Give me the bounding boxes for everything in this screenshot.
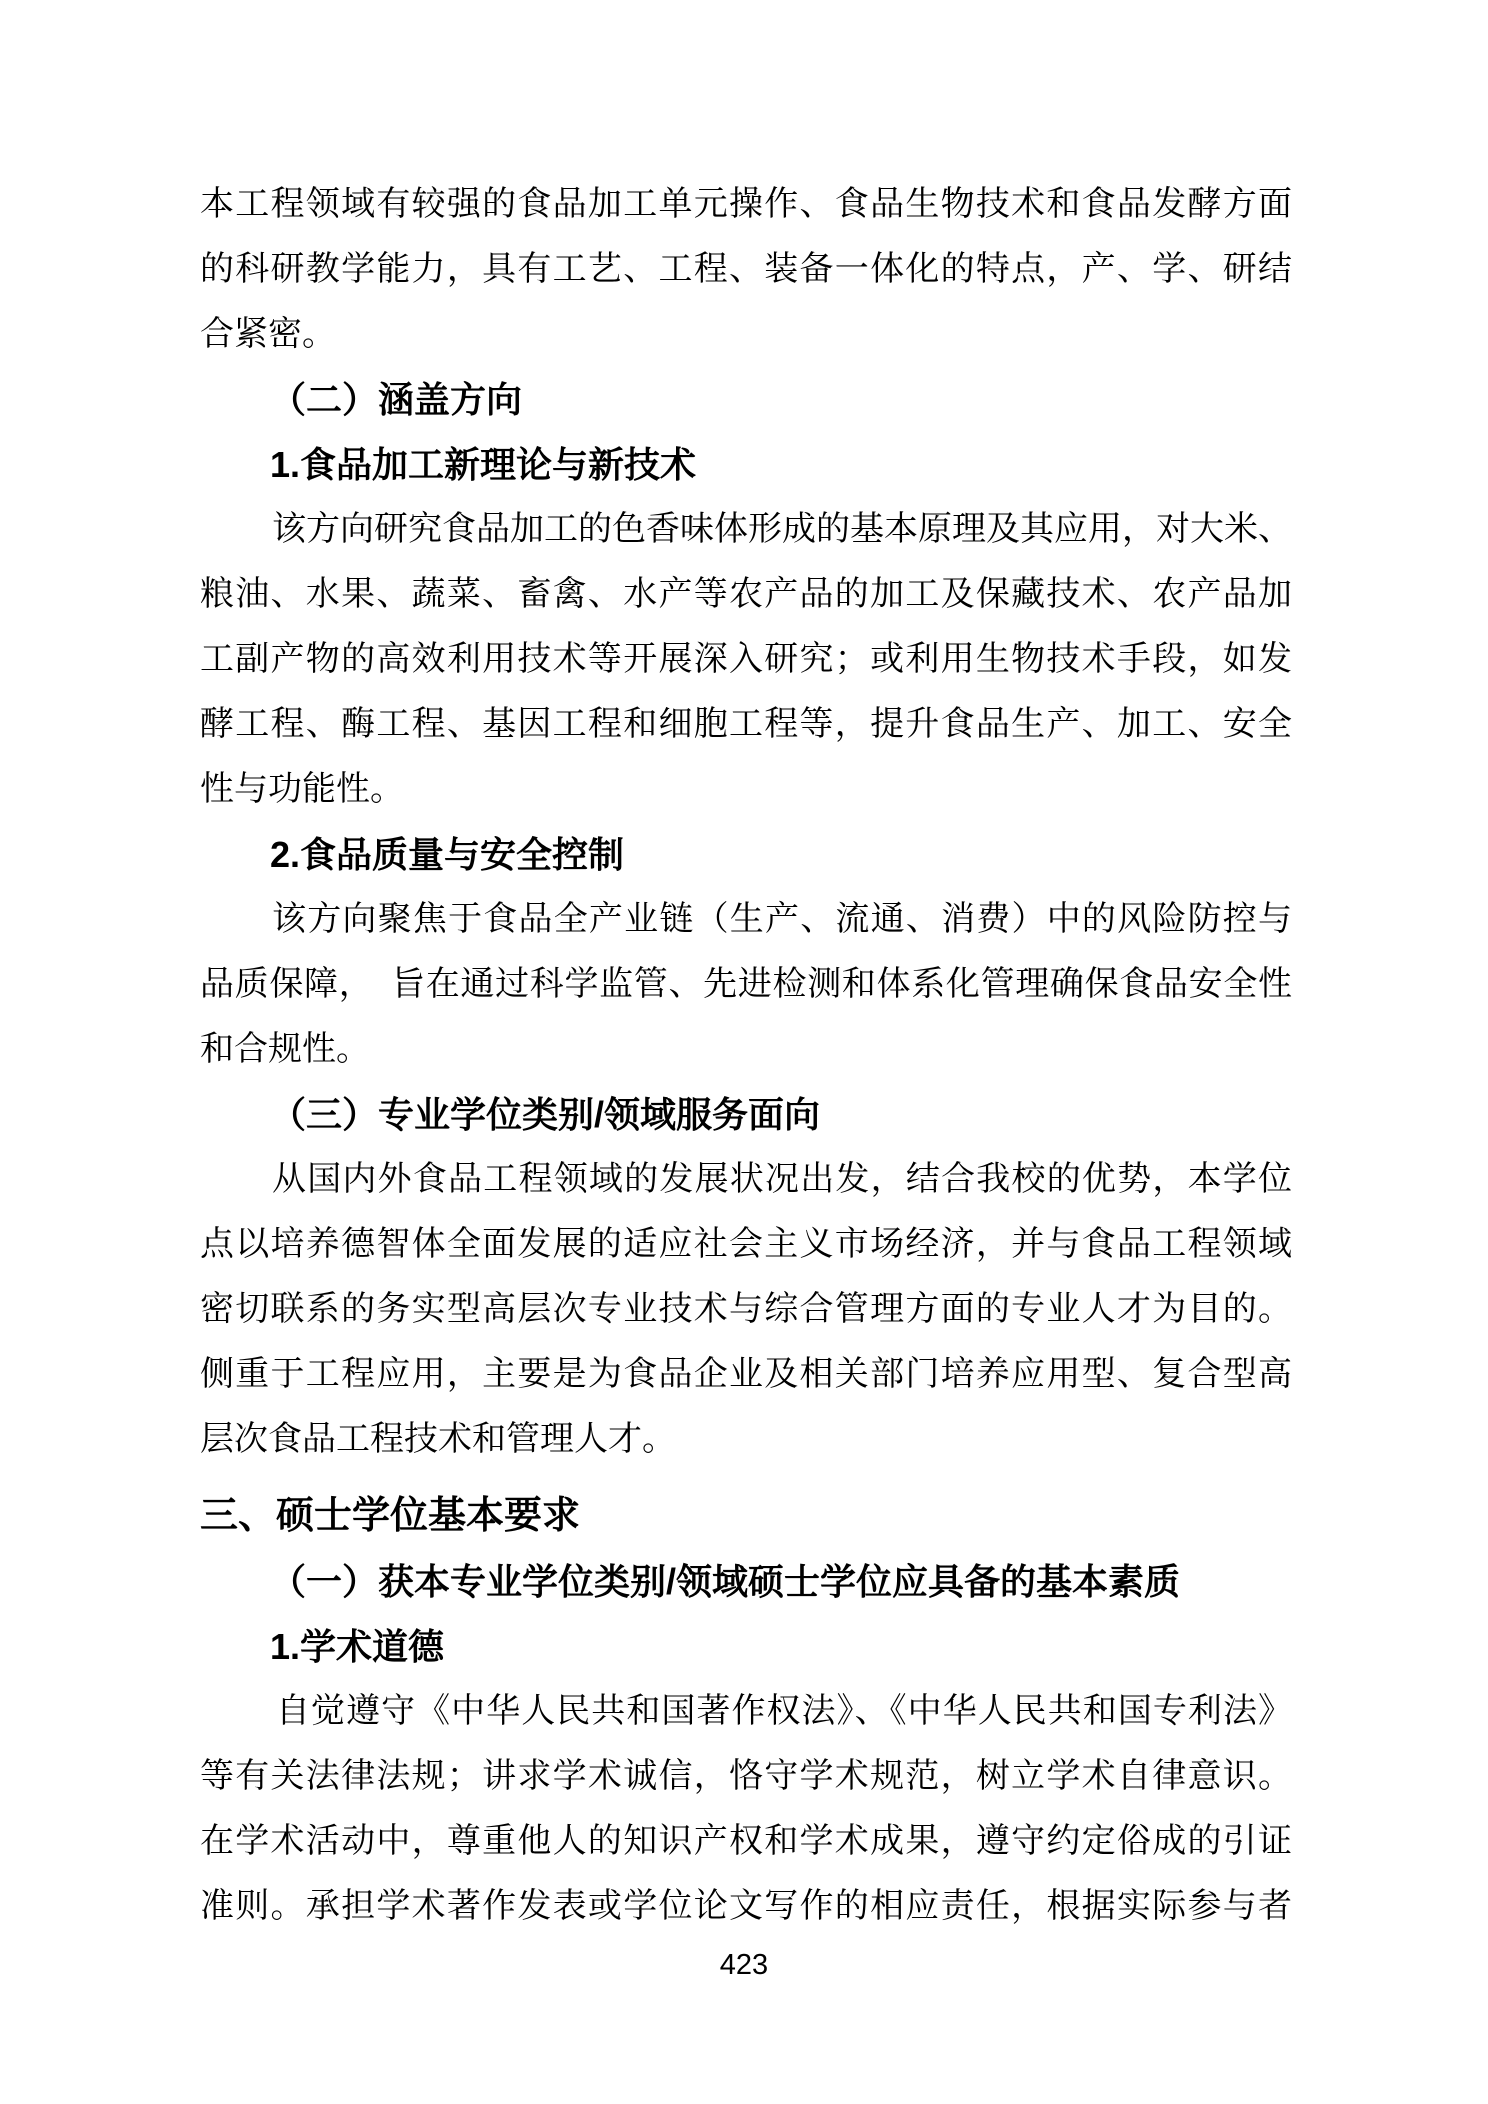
paragraph (200, 1679, 1292, 1939)
text-line: 1.学术道德 (270, 1626, 445, 1667)
text-line: 酵工程、酶工程、基因工程和细胞工程等，提升食品生产、加工、安全 (200, 706, 1292, 743)
text-line: 密切联系的务实型高层次专业技术与综合管理方面的专业人才为目的。 (200, 1291, 1292, 1328)
text-line: 从国内外食品工程领域的发展状况出发，结合我校的优势，本学位 (272, 1161, 1292, 1198)
text-line: 粮油、水果、蔬菜、畜禽、水产等农产品的加工及保藏技术、农产品加 (200, 576, 1292, 613)
section-heading (200, 432, 1292, 497)
text-line: 2.食品质量与安全控制 (270, 834, 625, 875)
text-line: （二）涵盖方向 (270, 379, 523, 420)
section-heading (200, 1082, 1292, 1147)
text-line: 自觉遵守《中华人民共和国著作权法》、《中华人民共和国专利法》 (276, 1693, 1292, 1730)
text-line: 点以培养德智体全面发展的适应社会主义市场经济，并与食品工程领域 (200, 1226, 1292, 1263)
text-line: 在学术活动中，尊重他人的知识产权和学术成果，遵守约定俗成的引证 (200, 1823, 1292, 1860)
text-line: 1.食品加工新理论与新技术 (270, 444, 697, 485)
paragraph (200, 172, 1292, 367)
text-line: 等有关法律法规；讲求学术诚信，恪守学术规范，树立学术自律意识。 (200, 1758, 1292, 1795)
text-line: 侧重于工程应用，主要是为食品企业及相关部门培养应用型、复合型高 (200, 1356, 1292, 1393)
section-heading (200, 1614, 1292, 1679)
paragraph (200, 887, 1292, 1082)
text-line: 和合规性。 (200, 1031, 370, 1068)
text-line: 层次食品工程技术和管理人才。 (200, 1421, 676, 1458)
text-line: 准则。承担学术著作发表或学位论文写作的相应责任，根据实际参与者 (200, 1888, 1292, 1925)
text-line: 的科研教学能力，具有工艺、工程、装备一体化的特点，产、学、研结 (200, 251, 1292, 288)
paragraph (200, 497, 1292, 822)
text-line: 性与功能性。 (200, 771, 404, 808)
text-line: 工副产物的高效利用技术等开展深入研究；或利用生物技术手段，如发 (200, 641, 1292, 678)
paragraph (200, 1147, 1292, 1472)
text-line: 合紧密。 (200, 316, 336, 353)
text-line: 本工程领域有较强的食品加工单元操作、食品生物技术和食品发酵方面 (200, 186, 1292, 223)
section-heading (200, 367, 1292, 432)
section-heading (200, 1484, 1292, 1549)
text-line: 三、硕士学位基本要求 (200, 1495, 581, 1537)
text-line: 该方向聚焦于食品全产业链（生产、流通、消费）中的风险防控与 (272, 901, 1292, 938)
page-content (200, 172, 1292, 1939)
section-heading (200, 1549, 1292, 1614)
text-line: （一）获本专业学位类别/领域硕士学位应具备的基本素质 (270, 1561, 1181, 1602)
text-line: （三）专业学位类别/领域服务面向 (270, 1094, 821, 1135)
text-line: 该方向研究食品加工的色香味体形成的基本原理及其应用，对大米、 (272, 511, 1292, 548)
section-heading (200, 822, 1292, 887)
text-line: 品质保障， 旨在通过科学监管、先进检测和体系化管理确保食品安全性 (200, 966, 1292, 1003)
page-number: 423 (719, 1949, 769, 1981)
